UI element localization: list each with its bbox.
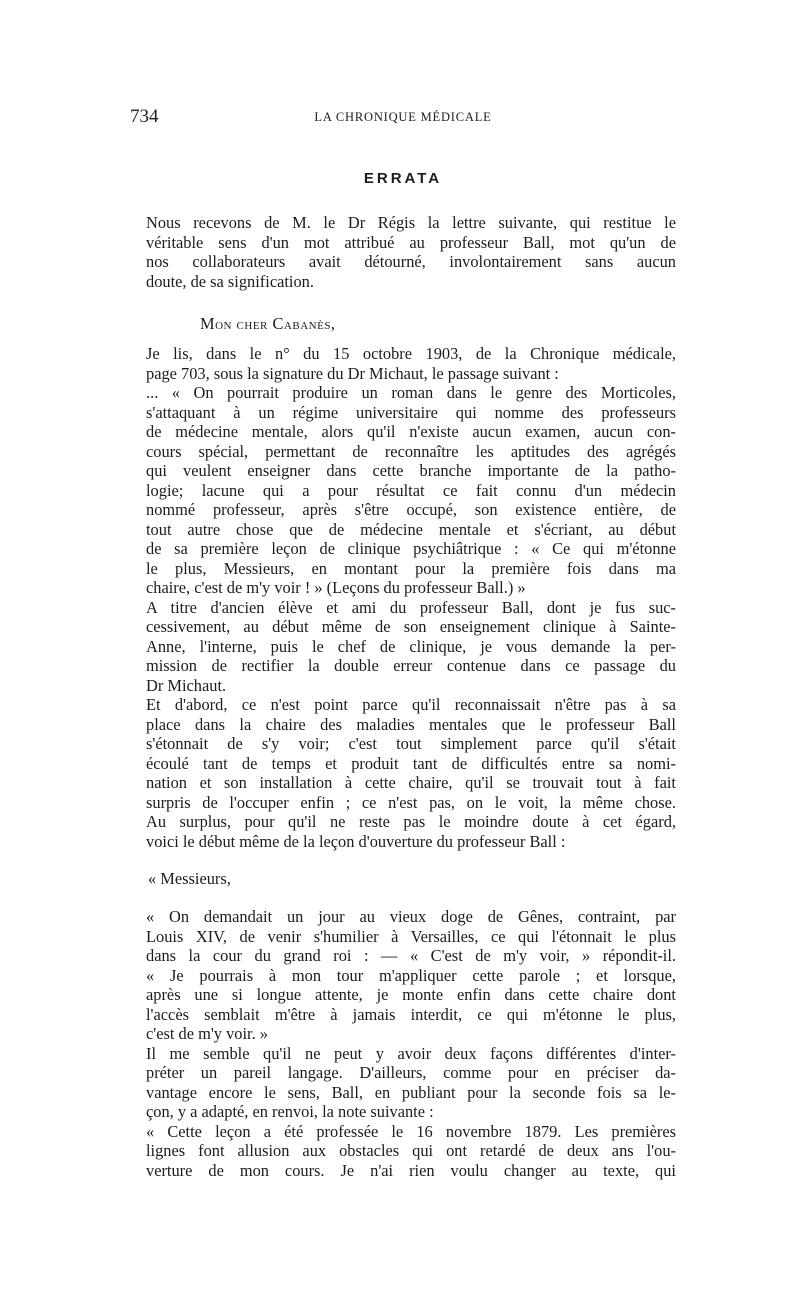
section-title: ERRATA (363, 170, 443, 187)
text-line: Il me semble qu'il ne peut y avoir deux façons différentes d'inter- (146, 1043, 676, 1063)
letter-paragraph (130, 344, 676, 383)
text-line: de sa première leçon de clinique psychiâtrique : « Ce qui m'étonne (146, 539, 676, 558)
text-line: « On demandait un jour au vieux doge de Gênes, contraint, par (146, 907, 676, 926)
text-line: Anne, l'interne, puis le chef de clinique, je vous demande la per- (146, 636, 676, 656)
text-line: voici le début même de la leçon d'ouverture du professeur Ball : (146, 831, 566, 851)
text-line: Dr Michaut. (146, 675, 227, 695)
lecture-paragraph (130, 966, 676, 1044)
text-line: écoulé tant de temps et produit tant de difficultés entre sa nomi- (146, 753, 676, 773)
text-line: le plus, Messieurs, en montant pour la première fois dans ma (146, 558, 676, 578)
text-line: l'accès semblait m'être à jamais interdit, ce qui m'étonne le plus, (146, 1004, 676, 1024)
text-line: « Je pourrais à mon tour m'appliquer cette parole ; et lorsque, (146, 965, 676, 985)
lecture-paragraph (130, 907, 676, 966)
text-line: ... « On pourrait produire un roman dans le genre des Morticoles, (146, 383, 676, 402)
text-line: A titre d'ancien élève et ami du professeur Ball, dont je fus suc- (146, 597, 676, 617)
page-number: 734 (130, 106, 159, 127)
letter-salutation: Mon cher Cabanès, (200, 314, 336, 333)
letter-paragraph (130, 695, 676, 812)
text-line: après une si longue attente, je monte enfin dans cette chaire dont (146, 985, 676, 1004)
letter-paragraph (130, 598, 676, 696)
text-line: préter un pareil langage. D'ailleurs, comme pour en préciser da- (146, 1063, 676, 1082)
text-line: s'attaquant à un régime universitaire qui nomme des professeurs (146, 402, 676, 422)
text-line: dans la cour du grand roi : — « C'est de m'y voir, » répondit-il. (146, 946, 676, 965)
text-line: çon, y a adapté, en renvoi, la note suivante : (146, 1102, 434, 1121)
text-line: surpris de l'occuper enfin ; ce n'est pas, on le voit, la même chose. (146, 792, 676, 812)
text-line: qui veulent enseigner dans cette branche importante de la patho- (146, 461, 676, 480)
text-line: Je lis, dans le n° du 15 octobre 1903, de la Chronique médicale, (146, 344, 676, 363)
text-line: « Cette leçon a été professée le 16 novembre 1879. Les premières (146, 1121, 676, 1141)
text-line: mission de rectifier la double erreur contenue dans ce passage du (146, 656, 676, 675)
text-line: nation et son installation à cette chaire, qu'il se trouvait tout à fait (146, 773, 676, 792)
intro-paragraph (130, 213, 676, 291)
text-line: Au surplus, pour qu'il ne reste pas le moindre doute à cet égard, (146, 812, 676, 831)
text-line: c'est de m'y voir. » (146, 1024, 268, 1043)
text-line: cours spécial, permettant de reconnaître les aptitudes des agrégés (146, 441, 676, 461)
text-line: nos collaborateurs avait détourné, involontairement sans aucun (146, 252, 676, 271)
text-line: vantage encore le sens, Ball, en publiant pour la seconde fois sa le- (146, 1082, 676, 1102)
text-line: Et d'abord, ce n'est point parce qu'il reconnaissait n'être pas à sa (146, 695, 676, 714)
text-line: cessivement, au début même de son enseignement clinique à Sainte- (146, 617, 676, 636)
text-line: Louis XIV, de venir s'humilier à Versailles, ce qui l'étonnait le plus (146, 926, 676, 946)
text-line: place dans la chaire des maladies mentales que le professeur Ball (146, 714, 676, 734)
lecture-body (130, 907, 676, 1180)
text-line: verture de mon cours. Je n'ai rien voulu changer au texte, qui (146, 1160, 676, 1180)
text-line: véritable sens d'un mot attribué au professeur Ball, mot qu'un de (146, 232, 676, 252)
text-line: logie; lacune qui a pour résultat ce fait connu d'un médecin (146, 480, 676, 500)
text-line: Nous recevons de M. le Dr Régis la lettre suivante, qui restitue le (146, 213, 676, 232)
closing-paragraph (130, 1122, 676, 1181)
text-line: tout autre chose que de médecine mentale et s'écriant, au début (146, 519, 676, 539)
running-title: LA CHRONIQUE MÉDICALE (314, 110, 492, 124)
text-line: nommé professeur, après s'être occupé, son existence entière, de (146, 500, 676, 519)
text-line: chaire, c'est de m'y voir ! » (Leçons du professeur Ball.) » (146, 578, 526, 597)
text-line: page 703, sous la signature du Dr Michaut, le passage suivant : (146, 363, 559, 383)
quoted-passage (130, 383, 676, 598)
text-line: lignes font allusion aux obstacles qui ont retardé de deux ans l'ou- (146, 1141, 676, 1160)
text-line: doute, de sa signification. (146, 271, 314, 291)
text-line: s'étonnait de s'y voir; c'est tout simplement parce qu'il s'était (146, 734, 676, 753)
letter-body (130, 344, 676, 851)
page-header (130, 106, 676, 130)
text-line: de médecine mentale, alors qu'il n'existe aucun examen, aucun con- (146, 422, 676, 441)
letter-paragraph (130, 812, 676, 851)
lecture-salutation: « Messieurs, (148, 869, 231, 888)
closing-paragraph (130, 1044, 676, 1122)
